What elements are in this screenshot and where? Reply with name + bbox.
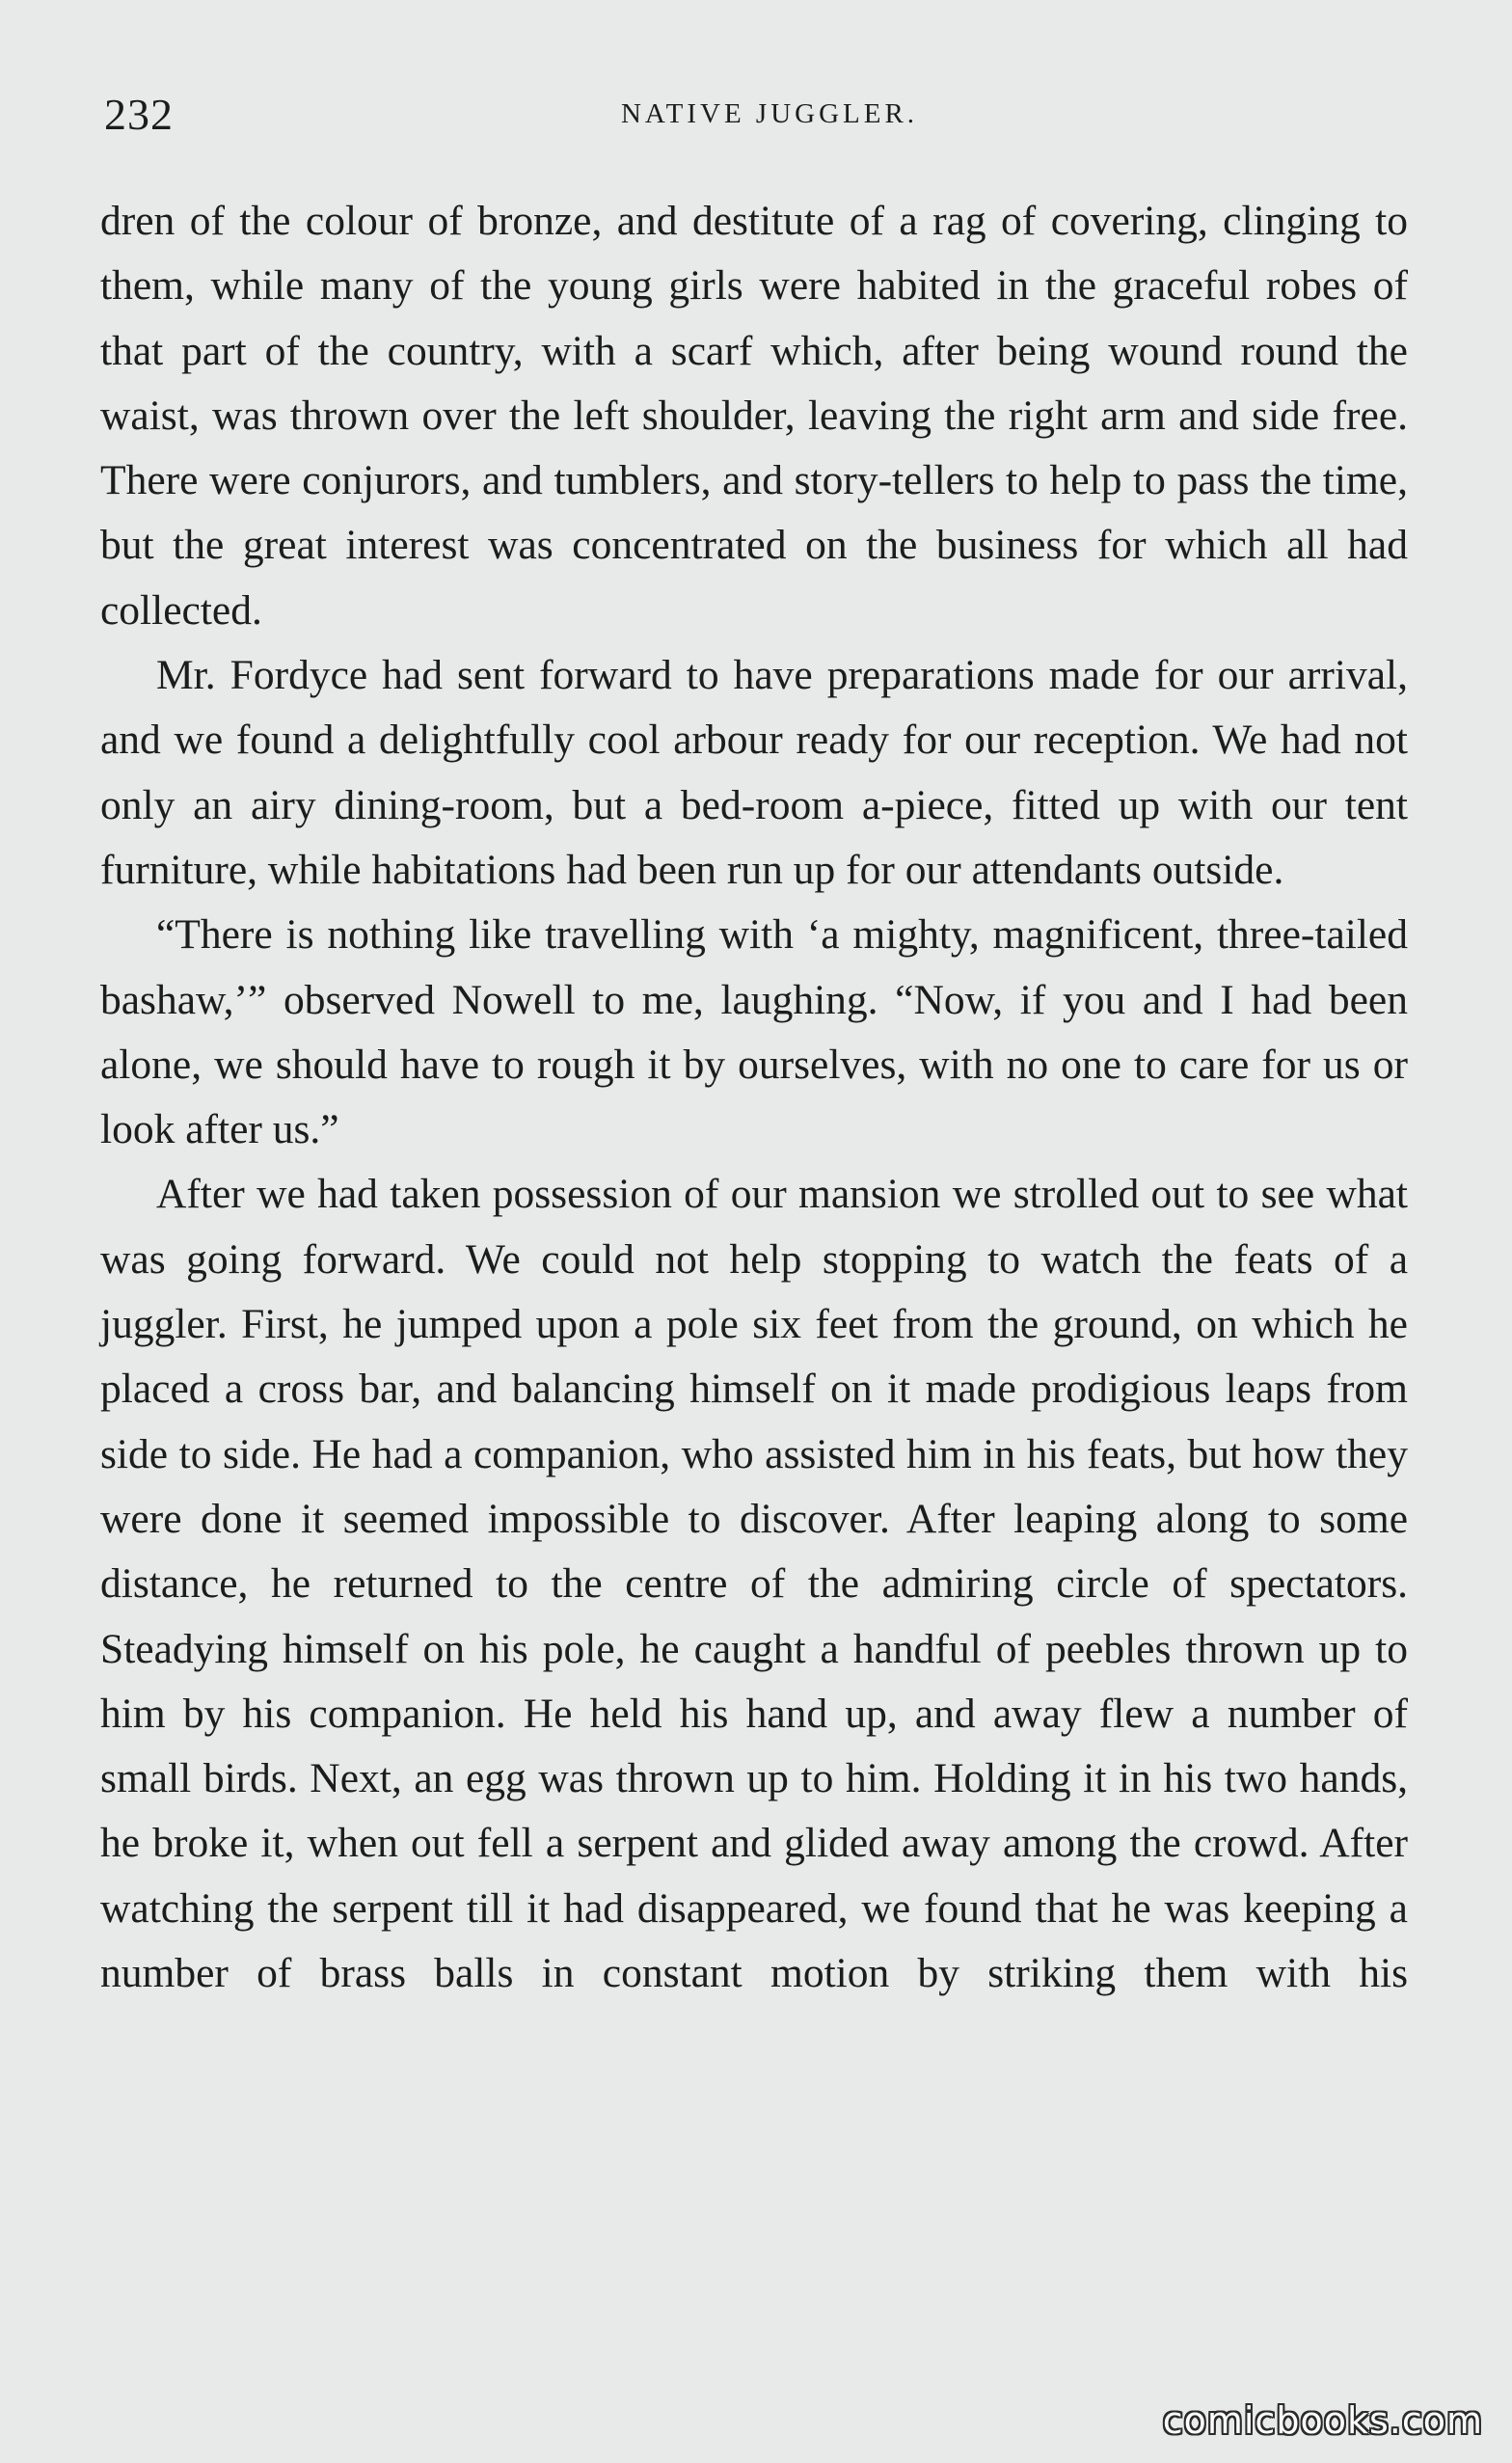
paragraph-juggler: After we had taken possession of our mansion we strolled out to see what was going forward. We could not help stopping to watch the feats of a juggler. First, he jumped upon a pole six feet from the ground, on which he placed a cross bar, and balancing himself on it made prodigious leaps from side to side. He had a companion, who assisted him in his feats, but how they were done it seemed impossible to discover. After leaping along to some distance, he returned to the centre of the admiring circle of spectators. Steadying himself on his pole, he caught a handful of peebles thrown up to him by his companion. He held his hand up, and away flew a number of small birds. Next, an egg was thrown up to him. Holding it in his two hands, he broke it, when out fell a serpent and glided away among the crowd. After watching the serpent till it had disappeared, we found that he was keeping a number of brass balls in constant motion by striking them with his bbox=[100, 1171, 1408, 1997]
paragraph-arrival: Mr. Fordyce had sent forward to have preparations made for our arrival, and we found a delightfully cool arbour ready for our reception. We had not only an airy dining-room, but a bed-room a-piece, fitted up with our tent furniture, while habitations had been run up for our attendants outside. bbox=[100, 652, 1408, 893]
body-text bbox=[100, 189, 1408, 2006]
running-head bbox=[104, 89, 1406, 147]
watermark: comicbooks.com bbox=[1162, 2399, 1483, 2442]
running-title: NATIVE JUGGLER. bbox=[620, 98, 919, 129]
paragraph-continued: dren of the colour of bronze, and destitute of a rag of covering, clinging to them, while many of the young girls were habited in the graceful robes of that part of the country, with a scarf which, after being wound round the waist, was thrown over the left shoulder, leaving the right arm and side free. There were conjurors, and tumblers, and story-tellers to help to pass the time, but the great interest was concentrated on the business for which all had collected. bbox=[100, 198, 1408, 634]
paragraph-dialogue: “There is nothing like travelling with ‘a mighty, magnificent, three-tailed bashaw,’” observed Nowell to me, laughing. “Now, if you and I had been alone, we should have to rough it by ourselves, with no one to care for us or look after us.” bbox=[100, 911, 1408, 1153]
page-number: 232 bbox=[104, 90, 174, 139]
